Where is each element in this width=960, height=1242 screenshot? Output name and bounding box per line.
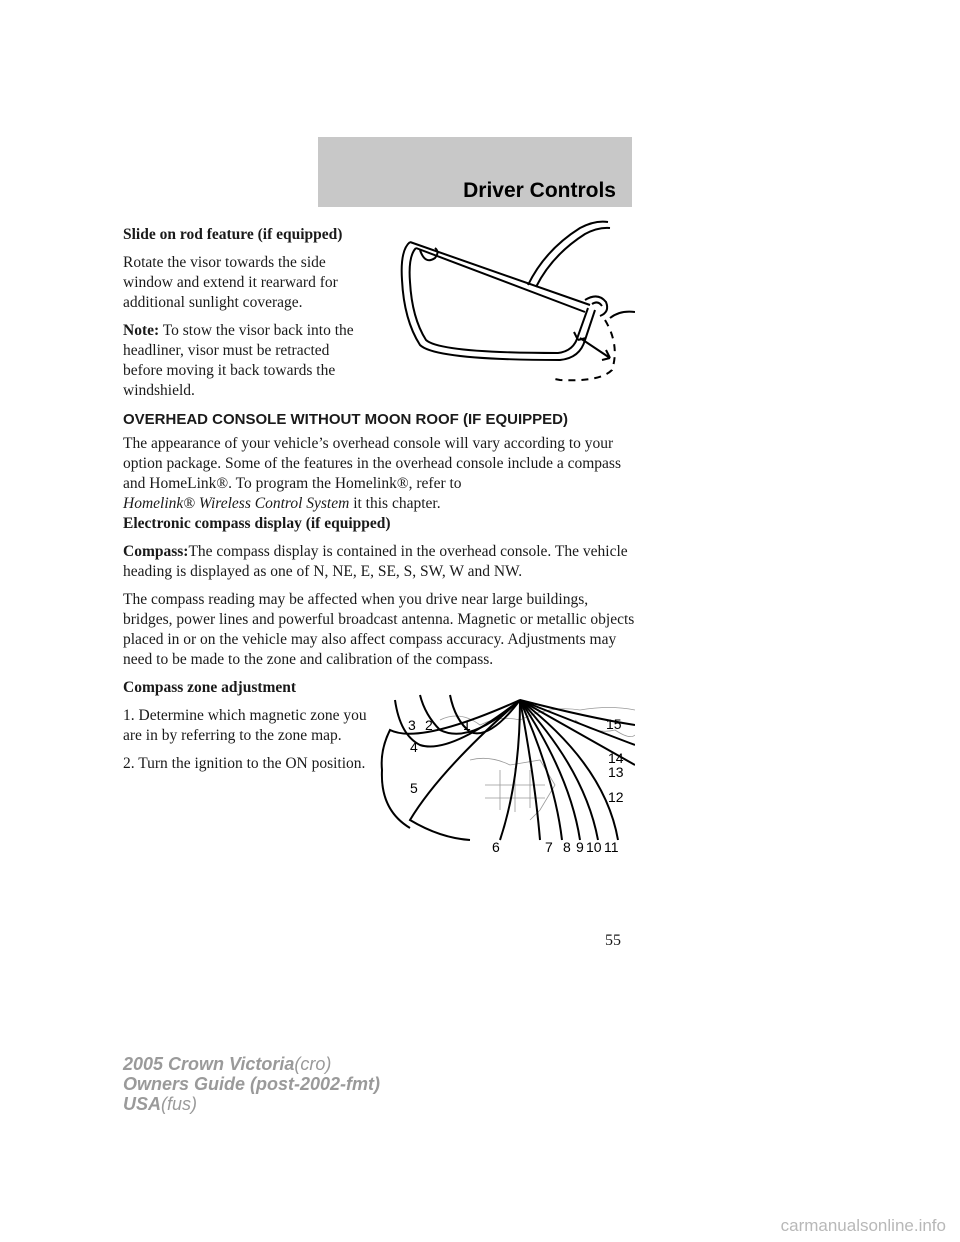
zone-label-14: 14 [608,750,624,766]
zone-label-3: 3 [408,717,416,733]
compass-paragraph: The compass reading may be affected when you drive near large buildings, bridges, power lines and powerful broadcast antenna. Magnetic or metallic objects placed in or on the vehicle may also affect compass accuracy. Adjustments may need to be made to the zone and calibration of the compass. [123,591,635,668]
zone-label-1: 1 [463,717,471,733]
visor-heading: Slide on rod feature (if equipped) [123,226,343,243]
footer [123,1054,380,1114]
zone-label-7: 7 [545,839,553,855]
visor-body: Rotate the visor towards the side window and extend it rearward for additional sunlight coverage. [123,254,338,311]
compass-heading: Electronic compass display (if equipped) [123,515,391,532]
page-number: 55 [605,932,621,949]
zone-label-6: 6 [492,839,500,855]
zone-label-8: 8 [563,839,571,855]
visor-section [123,225,368,401]
console-body-start: The appearance of your vehicle’s overhead console will vary according to your option package. Some of the features in the overhead console include a compass and HomeLink®. To program the Homelink®, refer to [123,435,621,492]
watermark: carmanualsonline.info [780,1216,946,1235]
visor-illustration [380,220,635,390]
zone-heading: Compass zone adjustment [123,679,297,696]
console-heading: OVERHEAD CONSOLE WITHOUT MOON ROOF (IF EQUIPPED) [123,411,569,428]
compass-text: The compass display is contained in the overhead console. The vehicle heading is displayed as one of N, NE, E, SE, S, SW, W and NW. [123,543,628,580]
footer-guide: Owners Guide (post-2002-fmt) [123,1074,381,1094]
zone-label-2: 2 [425,717,433,733]
page-title: Driver Controls [463,179,616,202]
zone-label-10: 10 [586,839,602,855]
zone-label-15: 15 [606,716,622,732]
zone-label-11: 11 [604,839,619,855]
console-body [123,434,638,514]
zone-map [380,690,635,860]
compass-label: Compass: [123,543,189,560]
note-text: To stow the visor back into the headliner, visor must be retracted before moving it back towards the windshield. [123,322,354,399]
console-body-end: it this chapter. [353,495,441,512]
footer-model: 2005 Crown Victoria [123,1054,295,1074]
footer-market-code: (fus) [161,1094,198,1114]
zone-label-5: 5 [410,780,418,796]
homelink-reference: Homelink® Wireless Control System [123,495,350,512]
footer-model-code: (cro) [294,1054,332,1074]
note-label: Note: [123,322,160,339]
zone-label-4: 4 [410,739,418,755]
header-band [318,137,632,207]
footer-market: USA [123,1094,162,1114]
zone-section [123,678,368,774]
zone-label-9: 9 [576,839,584,855]
zone-step-1: 1. Determine which magnetic zone you are in by referring to the zone map. [123,707,367,744]
zone-label-12: 12 [608,789,624,805]
zone-label-13: 13 [608,764,624,780]
visor-note [123,321,368,401]
zone-step-2: 2. Turn the ignition to the ON position. [123,755,366,772]
compass-section [123,514,638,670]
